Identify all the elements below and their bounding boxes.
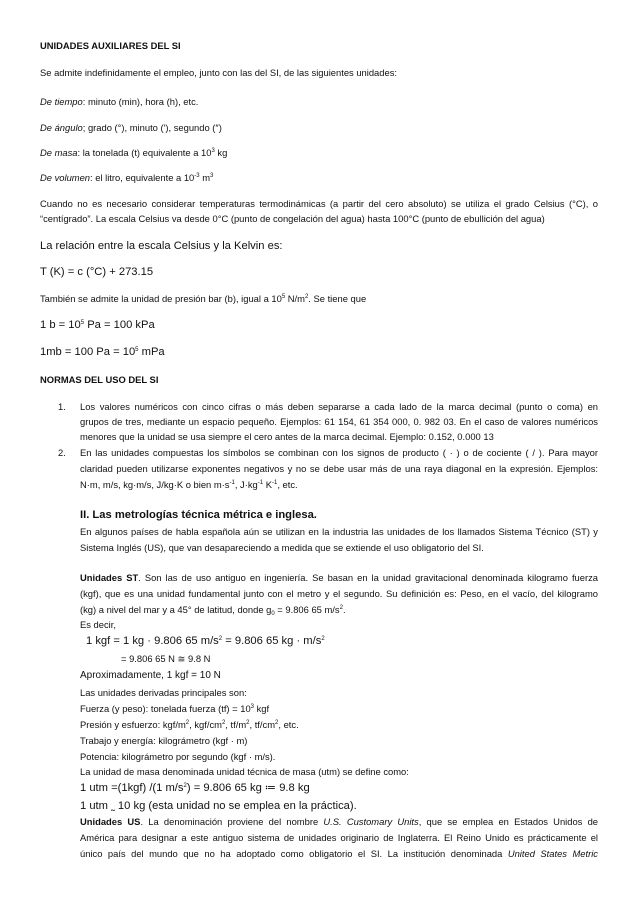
st-utm-definition: La unidad de masa denominada unidad técnica de masa (utm) se define como: [80,766,409,777]
volumen-unit: m [199,172,211,183]
unit-masa [40,147,227,159]
st-potencia: Potencia: kilográmetro por segundo (kgf · m/s). [80,751,276,762]
angulo-label: De ángulo [40,122,83,133]
bar-unit: N/m [285,293,305,304]
us-line-1 [80,816,598,828]
normas-item-1-line-2: grupos de tres, mediante un espacio pequeño. Ejemplos: 61 154, 61 354 000, 0. 982 03. En el caso de valores numéricos [80,416,598,427]
bar-paragraph [40,293,366,305]
st-equation-2: = 9.806 65 N ≅ 9.8 N [121,653,211,664]
normas-item-1-line-1: Los valores numéricos con cinco cifras o más deben separarse a cada lado de la marca decimal (punto o coma) en [80,401,598,412]
item2-ex-b: , J·kg [234,479,258,490]
st-presion-e3: 2 [246,720,250,726]
st-eq1-e1: 2 [218,636,223,642]
item2-ex-e3: -1 [271,480,278,486]
bar-eq2-a: 1mb = 100 Pa = 10 [40,346,136,358]
st-l3-exp: 2 [339,605,343,611]
st-line-1-rest: . Son las de uso antiguo en ingeniería. Se basan en la unidad gravitacional denominada kilogramo fuerza [138,572,599,583]
celsius-relation: La relación entre la escala Celsius y la Kelvin es: [40,240,283,252]
st-utm-equation [80,781,310,795]
volumen-text: : el litro, equivalente a 10 [90,172,195,183]
celsius-formula: T (K) = c (°C) + 273.15 [40,266,154,278]
st-derivadas: Las unidades derivadas principales son: [80,687,247,698]
unit-volumen [40,172,213,184]
us-line-2: América para designar a este antiguo sistema de unidades originario de Inglaterra. El Reino Unido es prácticamente el [80,832,598,843]
item2-ex-d: , etc. [277,479,298,490]
st-presion-e1: 2 [185,720,190,726]
normas-item-2-line-1: En las unidades compuestas los símbolos se combinan con los signos de producto ( · ) o de cociente ( / ). Para mayor [80,447,598,458]
item2-ex-e2: -1 [257,480,264,486]
masa-exp: 3 [211,148,215,154]
celsius-line-1: Cuando no es necesario considerar temperaturas termodinámicas (a partir del cero absoluto) se utiliza el grado Celsius (°C), o [40,198,598,209]
st-line-1 [80,572,598,584]
st-utm-eq-a: 1 utm =(1kgf) /(1 m/s [80,782,184,794]
st-utm-eq-b: ) = 9.806 65 kg ≔ 9.8 kg [186,782,310,794]
tiempo-label: De tiempo [40,96,83,107]
bar-eq2-b: mPa [138,346,165,358]
st-presion-e4: 2 [275,720,279,726]
item2-ex-a: N·m, m/s, kg·m/s, J/kg·K o bien m·s [80,479,230,490]
st-presion-b: , kgf/cm [189,719,222,730]
normas-item-1-line-3: menores que la unidad se usa siempre el cero antes de la marca decimal. Ejemplo: 0.152, 0.000 13 [80,431,494,442]
metrologias-title: II. Las metrologías técnica métrica e inglesa. [80,509,317,521]
masa-label: De masa [40,147,78,158]
unit-angulo [40,122,222,134]
normas-item-2-line-2: claridad pueden utilizarse exponentes negativos y no se debe usar más de una raya diagonal en la expresión. Ejemplos: [80,463,598,474]
st-presion-e: , etc. [278,719,299,730]
metrologias-line-2: Sistema Inglés (US), que van desapareciendo a medida que se extiende el uso obligatorio del SI. [80,542,484,553]
us-l1-a: . La denominación proviene del nombre [140,816,324,827]
st-line-3 [80,604,346,616]
bar-tail: . Se tiene que [308,293,367,304]
bar-equation-1 [40,318,155,332]
item2-ex-e1: -1 [229,480,235,486]
unit-tiempo [40,96,198,108]
st-l3-a: (kg) a nivel del mar y a 45° de latitud, donde g [80,604,272,615]
normas-item-2-line-3 [80,479,298,491]
page-title: UNIDADES AUXILIARES DEL SI [40,40,181,51]
masa-text: : la tonelada (t) equivalente a 10 [77,147,212,158]
us-l1-italic: U.S. Customary Units [323,816,419,827]
angulo-text: ; grado (°), minuto (′), segundo (″) [82,122,222,133]
st-label: Unidades ST [80,572,139,583]
bar-eq1-b: Pa = 100 kPa [84,319,155,331]
st-presion-d: , tf/cm [249,719,276,730]
bar-exp: 5 [281,294,286,300]
masa-unit: kg [214,147,228,158]
st-utm-approx: 1 utm ˷ 10 kg (esta unidad no se emplea en la práctica). [80,800,357,812]
st-fuerza-a: Fuerza (y peso): tonelada fuerza (tf) = 10 [80,703,251,714]
celsius-line-2: “centígrado”. La escala Celsius va desde 0°C (punto de congelación del agua) hasta 100°C (punto de ebullición del agua) [40,213,545,224]
bar-eq2-exp: 5 [135,347,139,353]
intro-paragraph: Se admite indefinidamente el empleo, junto con las del SI, de las siguientes unidades: [40,67,397,78]
item2-ex-c: K [263,479,272,490]
st-trabajo: Trabajo y energía: kilográmetro (kgf · m) [80,735,248,746]
st-eq1-b: = 9.806 65 kg · m/s [222,635,322,647]
us-l3-a: único país del mundo que no ha adoptado como obligatorio el SI. La institución denominada [80,848,508,859]
st-es-decir: Es decir, [80,619,116,630]
st-aproximadamente: Aproximadamente, 1 kgf = 10 N [80,670,221,681]
st-utm-eq-exp: 2 [183,783,187,789]
volumen-exp: -3 [194,173,200,179]
st-presion-a: Presión y esfuerzo: kgf/m [80,719,186,730]
us-l3-italic: United States Metric [507,848,598,859]
normas-title: NORMAS DEL USO DEL SI [40,374,159,385]
st-fuerza-exp: 3 [250,704,255,710]
normas-item-2-number: 2. [58,447,66,458]
st-eq1-e2: 2 [321,636,325,642]
st-l3-b: = 9.806 65 m/s [274,604,340,615]
us-line-3 [80,848,598,860]
st-fuerza-b: kgf [254,703,270,714]
st-presion-e2: 2 [221,720,226,726]
us-l1-b: , que se emplea en Estados Unidos de [418,816,599,827]
st-l3-sub: 0 [271,611,275,617]
bar-eq1-a: 1 b = 10 [40,319,81,331]
st-l3-c: . [342,604,346,615]
st-fuerza [80,703,269,715]
tiempo-text: : minuto (min), hora (h), etc. [82,96,199,107]
st-eq1-a: 1 kgf = 1 kg · 9.806 65 m/s [86,635,219,647]
st-line-2: (kgf), que es una unidad fundamental junto con el metro y el segundo. Su definición es: Peso, en el vacío, del kilogramo [80,588,598,599]
st-presion-c: , tf/m [225,719,247,730]
bar-text: También se admite la unidad de presión bar (b), igual a 10 [40,293,282,304]
bar-eq1-exp: 5 [80,320,85,326]
bar-unit-exp: 2 [304,294,309,300]
volumen-unit-exp: 3 [210,173,214,179]
metrologias-line-1: En algunos países de habla española aún se utilizan en la industria las unidades de los llamados Sistema Técnico (ST) y [80,526,598,537]
st-presion [80,719,299,731]
volumen-label: De volumen [40,172,91,183]
us-label: Unidades US [80,816,141,827]
st-equation-1 [86,634,325,648]
normas-item-1-number: 1. [58,401,66,412]
bar-equation-2 [40,345,165,359]
